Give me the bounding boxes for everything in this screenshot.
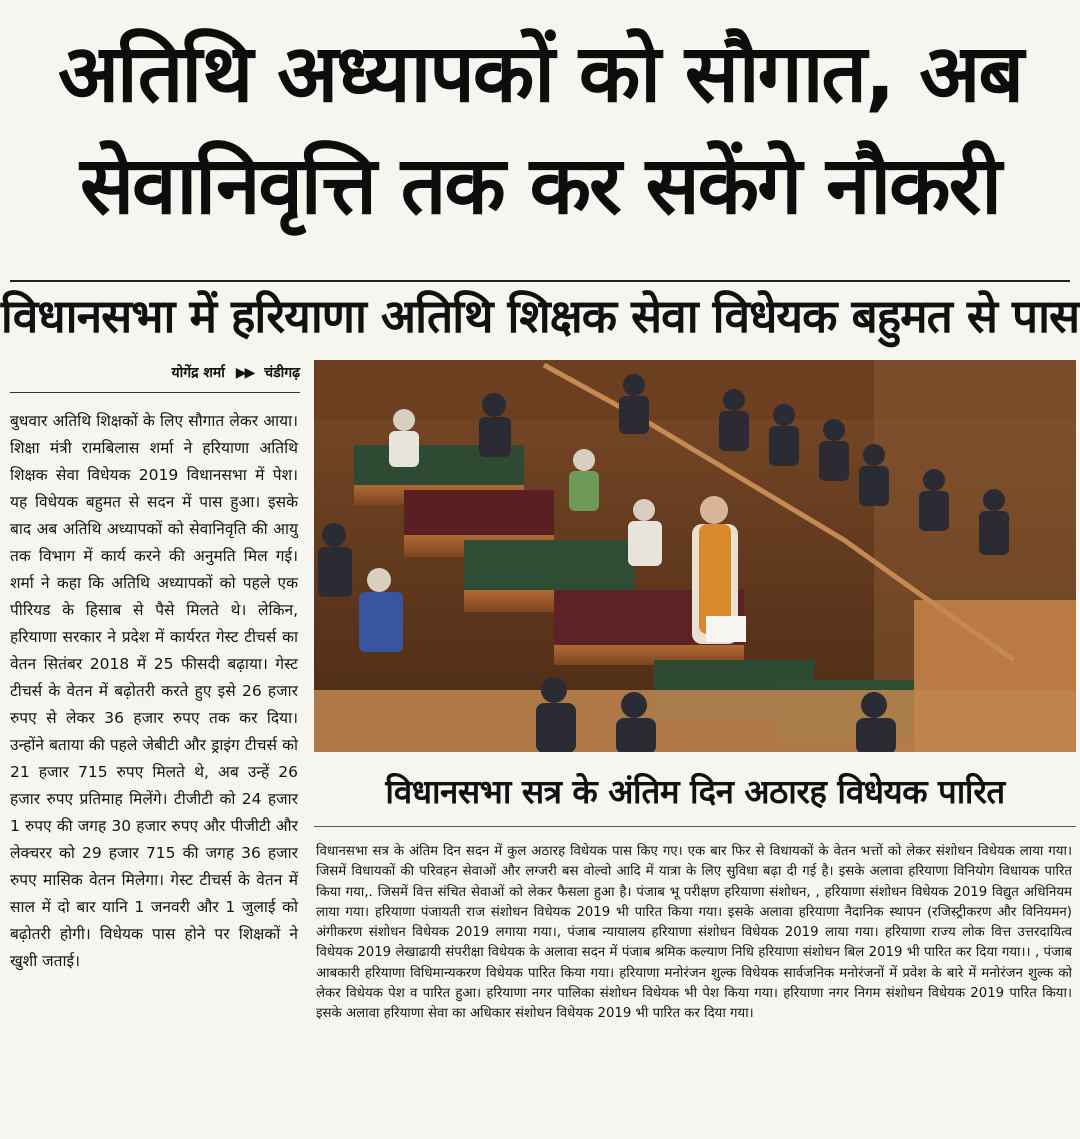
headline-line-2: सेवानिवृत्ति तक कर सकेंगे नौकरी	[79, 139, 1001, 232]
headline-line-1: अतिथि अध्यापकों को सौगात, अब	[57, 27, 1023, 120]
sidebar-body: विधानसभा सत्र के अंतिम दिन सदन में कुल अठारह विधेयक पास किए गए। एक बार फिर से विधायकों के वेतन भत्तों को लेकर संशोधन विधेयक लाया गया। जिसमें विधायकों की परिवहन सेवाओं और लग्जरी बस वोल्वो आदि में यात्रा के लिए सुविधा बढ़ा दी गई है। इसके अलावा हरियाणा विनियोग विधायक पारित किया गया,. जिसमें वित्त संचित सेवाओं को लेकर फैसला हुआ है। पंजाब भू परीक्षण हरियाणा संशोधन, , हरियाणा संशोधन विधेयक 2019 विद्युत अधिनियम लाया गया। हरियाणा पंजायती राज संशोधन विधेयक 2019 भी पारित किया गया। इसके अलावा हरियाणा नैदानिक स्थापन (रजिस्ट्रीकरण और विनियमन) अंगीकरण संशोधन विधेयक 2019 लगाया गया।, पंजाब न्यायालय हरियाणा संशोधन विधेयक 2019 लाया गया। हरियाणा राज्य लोक वित्त उत्तरदायित्व विधेयक 2019 लेखाढायी संपरीक्षा विधेयक के अलावा सदन में पंजाब श्रमिक कल्याण निधि हरियाणा संशोधन बिल 2019 भी पारित कर दिया गया।। , पंजाब आबकारी हरियाणा विधिमान्यकरण विधेयक पारित किया गया। हरियाणा मनोरंजन शुल्क विधेयक सार्वजनिक मनोरंजनों में प्रवेश के बारे में मनोरंजन शुल्क को लेकर विधेयक पेश व पारित हुआ। हरियाणा नगर पालिका संशोधन विधेयक भी पेश किया गया। हरियाणा नगर निगम संशोधन विधेयक 2019 पारित किया। इसके अलावा हरियाणा सेवा का अधिकार संशोधन विधेयक 2019 भी पारित कर दिया गया।	[316, 844, 1072, 1022]
byline	[10, 362, 300, 384]
sidebar-divider	[314, 826, 1076, 827]
assembly-photo-illustration	[314, 360, 1076, 752]
byline-arrow-icon: ▶▶	[235, 365, 254, 381]
subheadline: विधानसभा में हरियाणा अतिथि शिक्षक सेवा विधेयक बहुमत से पास	[0, 289, 1080, 343]
main-article-body: बुधवार अतिथि शिक्षकों के लिए सौगात लेकर आया। शिक्षा मंत्री रामबिलास शर्मा ने हरियाणा अतिथि शिक्षक सेवा विधेयक 2019 विधानसभा में पेश। यह विधेयक बहुमत से सदन में पास हुआ। इसके बाद अब अतिथि अध्यापकों को सेवानिवृति की आयु तक विभाग में कार्य करने की अनुमति मिल गई। शर्मा ने कहा कि अतिथि अध्यापकों को पहले एक पीरियड के हिसाब से पैसे मिलते थे। लेकिन, हरियाणा सरकार ने प्रदेश में कार्यरत गेस्ट टीचर्स का वेतन सितंबर 2018 में 25 फीसदी बढ़ाया। गेस्ट टीचर्स के वेतन में बढ़ोतरी करते हुए इसे 26 हजार रुपए से लेकर 36 हजार रुपए तक कर दिया। उन्होंने बताया की पहले जेबीटी और ड्राइंग टीचर्स को 21 हजार 715 रुपए मिलते थे, अब उन्हें 26 हजार रुपए प्रतिमाह मिलेंगे। टीजीटी को 24 हजार 1 रुपए की जगह 30 हजार रुपए और पीजीटी और लेक्चरर को 29 हजार 715 की जगह 36 हजार रुपए मासिक वेतन मिलेगा। गेस्ट टीचर्स के वेतन में साल में दो बार यानि 1 जनवरी और 1 जुलाई को बढ़ोतरी होगी। विधेयक पास होने पर शिक्षकों ने खुशी जताई।	[10, 412, 298, 970]
byline-author: योगेंद्र शर्मा	[171, 365, 225, 381]
headline	[0, 18, 1080, 242]
assembly-photo	[314, 360, 1076, 752]
byline-divider	[10, 392, 300, 393]
byline-location: चंडीगढ़	[264, 365, 300, 381]
headline-divider	[10, 280, 1070, 282]
sidebar-heading: विधानसभा सत्र के अंतिम दिन अठारह विधेयक पारित	[385, 772, 1005, 811]
